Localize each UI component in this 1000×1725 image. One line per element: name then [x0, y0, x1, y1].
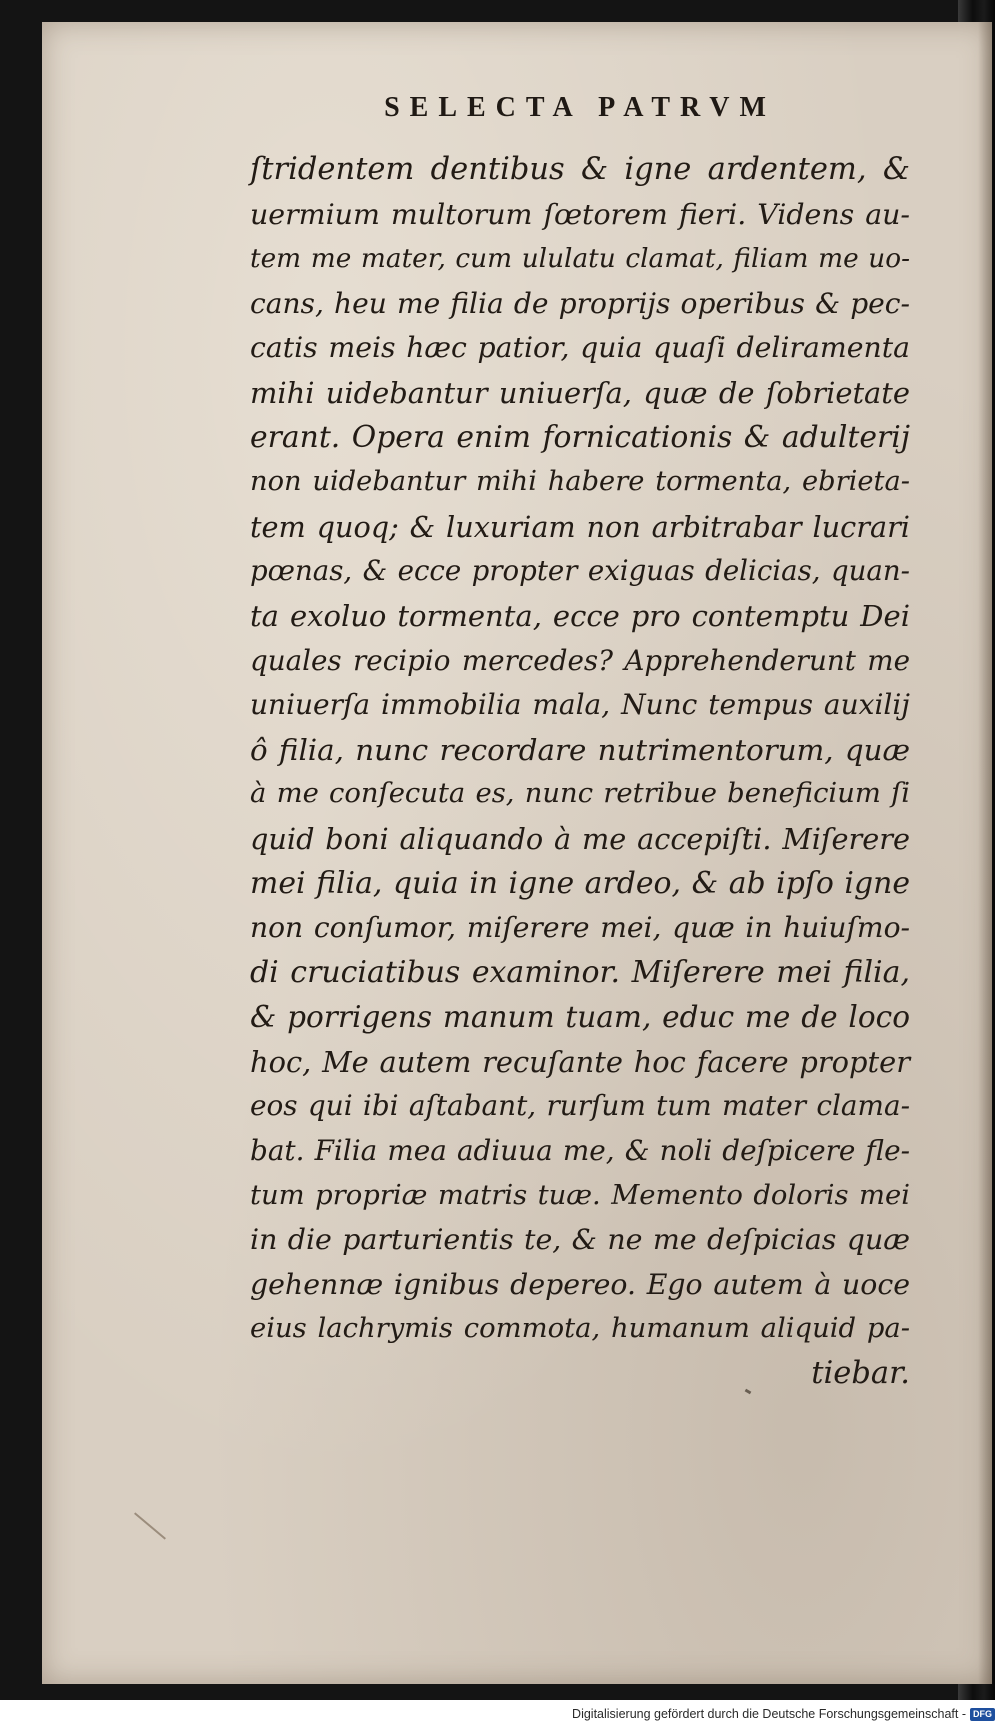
- text-line: catis meis hæc patior, quia quaſi deliramenta: [250, 331, 910, 365]
- text-line: in die parturientis te, & ne me deſpicias quæ: [250, 1223, 910, 1257]
- text-line: ta exoluo tormenta, ecce pro contemptu Dei: [250, 598, 910, 633]
- body-text: [250, 148, 910, 1397]
- text-line: ô filia, nunc recordare nutrimentorum, quæ: [250, 732, 910, 767]
- text-line: mihi uidebantur uniuerſa, quæ de ſobrietate: [250, 375, 910, 410]
- digitization-credit: [505, 1705, 995, 1723]
- text-line: bat. Filia mea adiuua me, & noli deſpicere fle-: [250, 1134, 910, 1168]
- text-line: erant. Opera enim fornicationis & adulterij: [250, 419, 910, 455]
- text-line: di cruciatibus examinor. Miſerere mei filia,: [250, 954, 910, 990]
- text-line: à me conſecuta es, nunc retribue beneficium ſi: [250, 778, 910, 810]
- text-line: cans, heu me filia de proprijs operibus & pec-: [250, 286, 910, 320]
- dfg-logo-icon: DFG: [970, 1708, 995, 1721]
- text-line: uermium multorum ſœtorem fieri. Videns au-: [250, 197, 910, 231]
- text-line: non conſumor, miſerere mei, quæ in huiuſmo-: [250, 911, 910, 945]
- text-line: quales recipio mercedes? Apprehenderunt me: [250, 643, 910, 677]
- text-line: pœnas, & ecce propter exiguas delicias, quan-: [250, 554, 910, 588]
- text-line: mei filia, quia in igne ardeo, & ab ipſo igne: [250, 865, 910, 901]
- catchword: tiebar.: [811, 1356, 910, 1392]
- text-line: non uidebantur mihi habere tormenta, ebrieta-: [250, 466, 910, 498]
- text-line: quid boni aliquando à me accepiſti. Miſerere: [250, 821, 910, 856]
- text-line: tem quoq; & luxuriam non arbitrabar lucrari: [250, 509, 910, 544]
- text-line: gehennæ ignibus depereo. Ego autem à uoce: [250, 1267, 910, 1301]
- text-line: & porrigens manum tuam, educ me de loco: [250, 1000, 910, 1035]
- credit-text: Digitalisierung gefördert durch die Deutsche Forschungsgemeinschaft -: [572, 1707, 966, 1721]
- text-line: eos qui ibi aſtabant, rurſum tum mater clama-: [250, 1089, 910, 1123]
- text-line: tem me mater, cum ululatu clamat, filiam me uo-: [250, 244, 910, 275]
- text-line: tum propriæ matris tuæ. Memento doloris mei: [250, 1179, 910, 1211]
- page-gutter-shadow: [978, 22, 992, 1684]
- text-line: hoc, Me autem recuſante hoc facere propter: [250, 1044, 910, 1079]
- text-line: ſtridentem dentibus & igne ardentem, &: [250, 152, 910, 187]
- running-head: SELECTA PATRVM: [384, 92, 776, 123]
- text-line: uniuerſa immobilia mala, Nunc tempus auxilij: [250, 688, 910, 722]
- text-line: eius lachrymis commota, humanum aliquid pa-: [250, 1313, 910, 1345]
